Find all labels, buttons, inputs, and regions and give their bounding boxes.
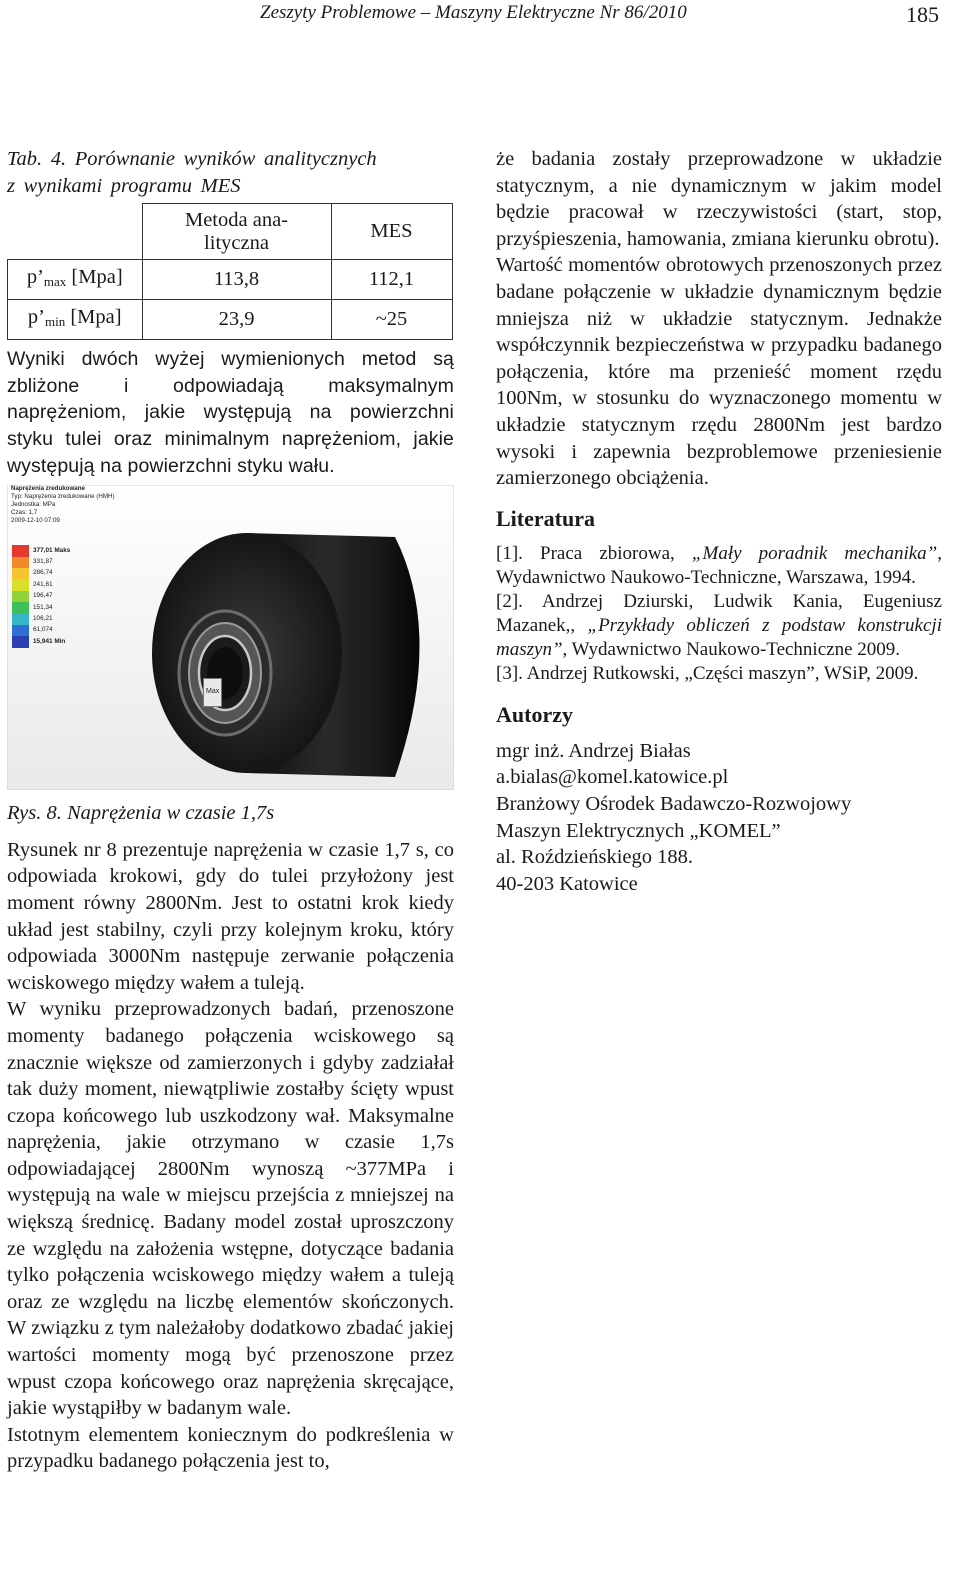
author-block xyxy=(496,738,942,898)
paragraph: W wyniku przeprowadzonych badań, przenoszone momenty badanego połączenia wciskowego są znacznie większe od zamierzonych i gdyby zadziałał tak duży moment, niewątpliwie zostałby ścięty wpust czopa końcowego lub uszkodzony wał. Maksymalne naprężenia, jakie otrzymano w czasie 1,7s odpowiadającej 2800Nm wynoszą ~377MPa i występują na wale w miejscu przejścia z mniejszej na większą średnicę. Badany model został uproszczony ze względu na założenia wstępne, dotyczące badania tylko połączenia wciskowego między wałem a tuleją oraz ze względu na liczbę elementów skończonych. W związku z tym należałoby dodatkowo zbadać jakiej wartości momenty mogą być przenoszone przez wpust czopa końcowego oraz naprężenia skręcające, jakie wystąpiłby w badanym wale. xyxy=(7,998,454,1420)
author-affiliation: Maszyn Elektrycznych „KOMEL” xyxy=(496,819,781,842)
scale-swatch xyxy=(12,636,29,647)
scale-label: 196,47 xyxy=(33,592,53,600)
fem-render xyxy=(7,485,454,790)
scale-swatch xyxy=(12,568,29,579)
right-column xyxy=(496,146,942,897)
fem-stress-figure xyxy=(7,485,454,790)
paragraph: Istotnym elementem koniecznym do podkreślenia w przypadku badanego połączenia jest to, xyxy=(7,1423,454,1473)
max-marker: Max xyxy=(203,678,222,707)
table-header-mes: MES xyxy=(331,204,452,260)
scale-label: 331,87 xyxy=(33,557,53,565)
references-list xyxy=(496,542,942,686)
table-header-analytic: Metoda ana- lityczna xyxy=(142,204,331,260)
scale-label: 286,74 xyxy=(33,569,53,577)
table-caption: Tab. 4. Porównanie wyników analitycznych z wynikami programu MES xyxy=(7,148,377,197)
reference-item: [3]. Andrzej Rutkowski, „Części maszyn”, WSiP, 2009. xyxy=(496,662,919,684)
scale-swatch xyxy=(12,625,29,636)
table-row: p’min [Mpa] 23,9 ~25 xyxy=(8,300,453,340)
author-email: a.bialas@komel.katowice.pl xyxy=(496,766,729,789)
paragraph: Wyniki dwóch wyżej wymienionych metod są zbliżone i odpowiadają maksymalnym naprężeniom, jakie występują na powierzchni styku tulei oraz minimalnym naprężeniom, jakie występują na powierzchni styku wału. xyxy=(7,348,454,477)
scale-swatch xyxy=(12,614,29,625)
scale-label: 61,074 xyxy=(33,626,53,634)
reference-item: [1]. Praca zbiorowa, „Mały poradnik mechanika”, Wydawnictwo Naukowo-Techniczne, Warszawa, 1994. xyxy=(496,542,942,588)
fem-legend: Naprężenia zredukowane Typ: Naprężenia zredukowane (HMH) Jednostka: MPa Czas: 1,7 2009-12-10 07:09 xyxy=(11,485,115,525)
scale-swatch xyxy=(12,579,29,590)
paragraph: że badania zostały przeprowadzone w układzie statycznym, a nie dynamicznym w jakim model będzie pracował w rzeczywistości (start, stop, przyśpieszenia, hamowania, zmiana kierunku obrotu). xyxy=(496,148,942,250)
comparison-table xyxy=(7,203,453,340)
color-scale xyxy=(12,545,70,648)
author-address: al. Roździeńskiego 188. xyxy=(496,846,693,869)
scale-swatch xyxy=(12,557,29,568)
paragraph: Rysunek nr 8 prezentuje naprężenia w czasie 1,7 s, co odpowiada krokowi, gdy do tulei przyłożony jest moment równy 2800Nm. Jest to ostatni krok kiedy układ jest stabilny, czyli przy kolejnym kroku, który odpowiada 3000Nm następuje zerwanie połączenia wciskowego między wałem a tuleją. xyxy=(7,838,454,994)
scale-label: 15,941 Min xyxy=(33,637,66,645)
scale-swatch xyxy=(12,591,29,602)
scale-label: 106,21 xyxy=(33,614,53,622)
scale-label: 151,34 xyxy=(33,603,53,611)
journal-title: Zeszyty Problemowe – Maszyny Elektryczne Nr 86/2010 xyxy=(260,2,687,23)
figure-caption: Rys. 8. Naprężenia w czasie 1,7s xyxy=(7,802,275,825)
author-address: 40-203 Katowice xyxy=(496,872,638,895)
paragraph: Wartość momentów obrotowych przenoszonych przez badane połączenie w układzie dynamicznym będzie mniejsza niż w układzie statycznym. Jednakże współczynnik bezpieczeństwa w przypadku badanego połączenia, które ma przenieść moment rzędu 100Nm, w stosunku do wyznaczonego momentu w układzie statycznym rzędu 2800Nm jest bardzo wysoki i zapewnia bezproblemowe przeniesienie zamierzonego obciążenia. xyxy=(496,254,942,490)
page-number: 185 xyxy=(906,2,939,27)
scale-label: 377,01 Maks xyxy=(33,546,71,554)
authors-heading: Autorzy xyxy=(496,701,573,727)
references-heading: Literatura xyxy=(496,505,595,531)
scale-swatch xyxy=(12,545,29,556)
reference-item: [2]. Andrzej Dziurski, Ludwik Kania, Eugeniusz Mazanek,, „Przykłady obliczeń z podstaw konstrukcji maszyn”, Wydawnictwo Naukowo-Techniczne 2009. xyxy=(496,590,942,660)
scale-label: 241,61 xyxy=(33,580,53,588)
scale-entry xyxy=(12,636,70,647)
scale-swatch xyxy=(12,602,29,613)
table-row: p’max [Mpa] 113,8 112,1 xyxy=(8,260,453,300)
author-name: mgr inż. Andrzej Białas xyxy=(496,739,691,762)
left-column xyxy=(7,146,454,1475)
author-affiliation: Branżowy Ośrodek Badawczo-Rozwojowy xyxy=(496,792,852,815)
